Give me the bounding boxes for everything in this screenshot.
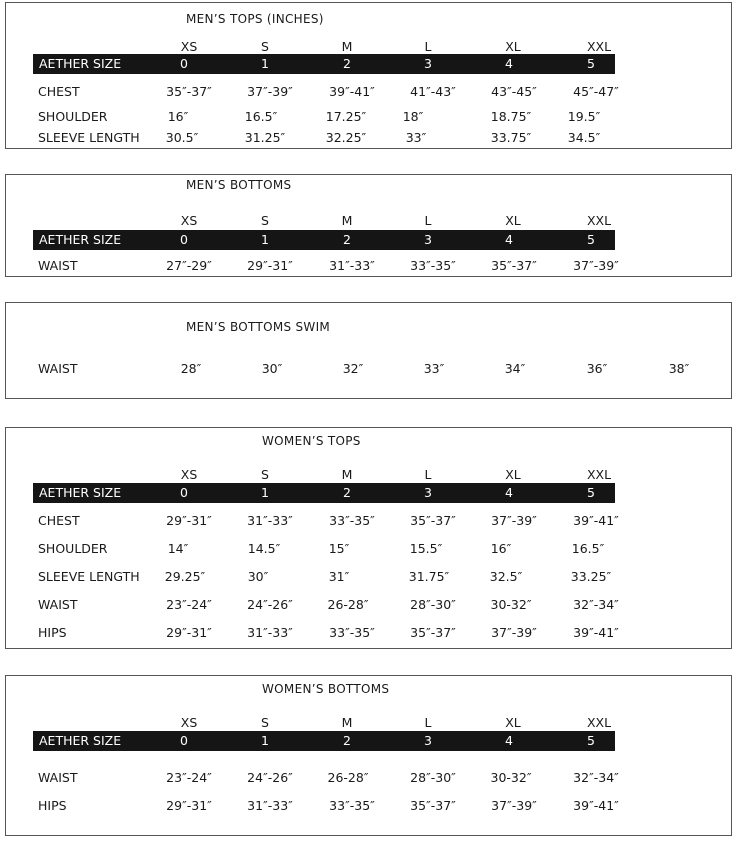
panel-title: WOMEN’S BOTTOMS [262,682,390,696]
table-cell: 26-28″ [327,597,369,612]
table-cell: 14.5″ [247,541,281,556]
table-cell: 30″ [261,361,283,376]
table-cell: 45″-47″ [573,84,619,99]
aether-size-value: 2 [343,733,351,748]
table-cell: 37″-39″ [491,625,537,640]
table-cell: 30″ [247,569,269,584]
row-label: HIPS [38,798,67,813]
panel-title: MEN’S BOTTOMS SWIM [186,320,331,334]
size-label-s: S [261,213,269,228]
table-cell: 29″-31″ [247,258,293,273]
mens-tops-panel [5,2,732,149]
table-cell: 31″-33″ [247,625,293,640]
table-cell: 31″-33″ [329,258,375,273]
aether-size-value: 0 [180,232,188,247]
table-cell: 41″-43″ [410,84,456,99]
aether-size-bar [33,54,615,74]
table-cell: 33″ [405,130,427,145]
table-cell: 33.25″ [570,569,612,584]
row-label: WAIST [38,361,78,376]
row-label: SHOULDER [38,541,108,556]
aether-size-value: 1 [261,232,269,247]
table-cell: 35″-37″ [410,625,456,640]
panel-title: MEN’S BOTTOMS [186,178,292,192]
aether-size-value: 0 [180,56,188,71]
table-cell: 29.25″ [164,569,206,584]
table-cell: 32″-34″ [573,770,619,785]
size-label-m: M [341,39,353,54]
table-cell: 26-28″ [327,770,369,785]
aether-size-bar [33,230,615,250]
table-cell: 32.25″ [325,130,367,145]
table-cell: 23″-24″ [166,770,212,785]
table-cell: 33″-35″ [329,798,375,813]
mens-bottoms-swim-panel [5,302,732,399]
aether-size-value: 1 [261,485,269,500]
aether-size-value: 1 [261,56,269,71]
size-label-s: S [261,467,269,482]
aether-size-value: 3 [424,232,432,247]
aether-size-label: AETHER SIZE [39,733,122,748]
size-label-l: L [424,715,432,730]
aether-size-value: 1 [261,733,269,748]
size-label-xxl: XXL [586,213,612,228]
table-cell: 31″-33″ [247,798,293,813]
table-cell: 39″-41″ [573,513,619,528]
table-cell: 35″-37″ [410,513,456,528]
size-label-xxl: XXL [586,715,612,730]
table-cell: 33.75″ [490,130,532,145]
table-cell: 37″-39″ [491,513,537,528]
table-cell: 24″-26″ [247,597,293,612]
table-cell: 16.5″ [244,109,278,124]
row-label: SLEEVE LENGTH [38,130,140,145]
row-label: CHEST [38,84,80,99]
row-label: CHEST [38,513,80,528]
table-cell: 31.25″ [244,130,286,145]
table-cell: 16″ [490,541,512,556]
row-label: SHOULDER [38,109,108,124]
size-label-xs: XS [180,39,198,54]
table-cell: 37″-39″ [247,84,293,99]
table-cell: 23″-24″ [166,597,212,612]
table-cell: 28″ [180,361,202,376]
size-label-xs: XS [180,213,198,228]
table-cell: 33″-35″ [329,513,375,528]
size-label-xxl: XXL [586,39,612,54]
table-cell: 27″-29″ [166,258,212,273]
size-label-xl: XL [505,715,521,730]
table-cell: 29″-31″ [166,625,212,640]
mens-bottoms-panel [5,174,732,277]
table-cell: 18″ [402,109,424,124]
size-label-s: S [261,39,269,54]
table-cell: 35″-37″ [410,798,456,813]
table-cell: 19.5″ [567,109,601,124]
aether-size-value: 4 [505,485,513,500]
row-label: WAIST [38,258,78,273]
table-cell: 16″ [167,109,189,124]
size-label-l: L [424,467,432,482]
aether-size-value: 3 [424,733,432,748]
size-label-l: L [424,39,432,54]
aether-size-value: 2 [343,485,351,500]
panel-title: MEN’S TOPS (INCHES) [186,12,324,26]
table-cell: 33″ [423,361,445,376]
table-cell: 35″-37″ [491,258,537,273]
size-label-xl: XL [505,213,521,228]
table-cell: 39″-41″ [573,625,619,640]
table-cell: 39″-41″ [329,84,375,99]
table-cell: 35″-37″ [166,84,212,99]
aether-size-label: AETHER SIZE [39,56,122,71]
table-cell: 30.5″ [165,130,199,145]
aether-size-value: 4 [505,56,513,71]
size-label-m: M [341,715,353,730]
table-cell: 16.5″ [571,541,605,556]
size-label-xxl: XXL [586,467,612,482]
womens-tops-panel [5,427,732,649]
table-cell: 37″-39″ [491,798,537,813]
table-cell: 34″ [504,361,526,376]
table-cell: 36″ [586,361,608,376]
size-label-l: L [424,213,432,228]
size-label-xl: XL [505,39,521,54]
table-cell: 30-32″ [490,597,532,612]
table-cell: 30-32″ [490,770,532,785]
row-label: SLEEVE LENGTH [38,569,140,584]
aether-size-value: 2 [343,232,351,247]
aether-size-bar [33,731,615,751]
aether-size-bar [33,483,615,503]
size-label-m: M [341,467,353,482]
table-cell: 33″-35″ [410,258,456,273]
size-label-m: M [341,213,353,228]
aether-size-value: 3 [424,485,432,500]
row-label: WAIST [38,770,78,785]
table-cell: 43″-45″ [491,84,537,99]
panel-title: WOMEN’S TOPS [262,434,361,448]
womens-bottoms-panel [5,675,732,836]
size-label-xl: XL [505,467,521,482]
aether-size-label: AETHER SIZE [39,232,122,247]
aether-size-value: 0 [180,733,188,748]
table-cell: 15.5″ [409,541,443,556]
table-cell: 31.75″ [408,569,450,584]
size-label-xs: XS [180,715,198,730]
aether-size-value: 5 [587,232,595,247]
table-cell: 32.5″ [489,569,523,584]
table-cell: 32″ [342,361,364,376]
table-cell: 29″-31″ [166,798,212,813]
table-cell: 29″-31″ [166,513,212,528]
table-cell: 39″-41″ [573,798,619,813]
aether-size-value: 3 [424,56,432,71]
table-cell: 31″ [328,569,350,584]
table-cell: 28″-30″ [410,770,456,785]
table-cell: 28″-30″ [410,597,456,612]
table-cell: 18.75″ [490,109,532,124]
size-label-s: S [261,715,269,730]
aether-size-value: 5 [587,733,595,748]
table-cell: 24″-26″ [247,770,293,785]
row-label: WAIST [38,597,78,612]
row-label: HIPS [38,625,67,640]
table-cell: 15″ [328,541,350,556]
table-cell: 14″ [167,541,189,556]
table-cell: 38″ [668,361,690,376]
aether-size-value: 5 [587,485,595,500]
aether-size-value: 0 [180,485,188,500]
table-cell: 31″-33″ [247,513,293,528]
table-cell: 37″-39″ [573,258,619,273]
table-cell: 33″-35″ [329,625,375,640]
table-cell: 34.5″ [567,130,601,145]
size-label-xs: XS [180,467,198,482]
aether-size-value: 5 [587,56,595,71]
table-cell: 17.25″ [325,109,367,124]
table-cell: 32″-34″ [573,597,619,612]
aether-size-value: 2 [343,56,351,71]
aether-size-value: 4 [505,232,513,247]
aether-size-label: AETHER SIZE [39,485,122,500]
aether-size-value: 4 [505,733,513,748]
